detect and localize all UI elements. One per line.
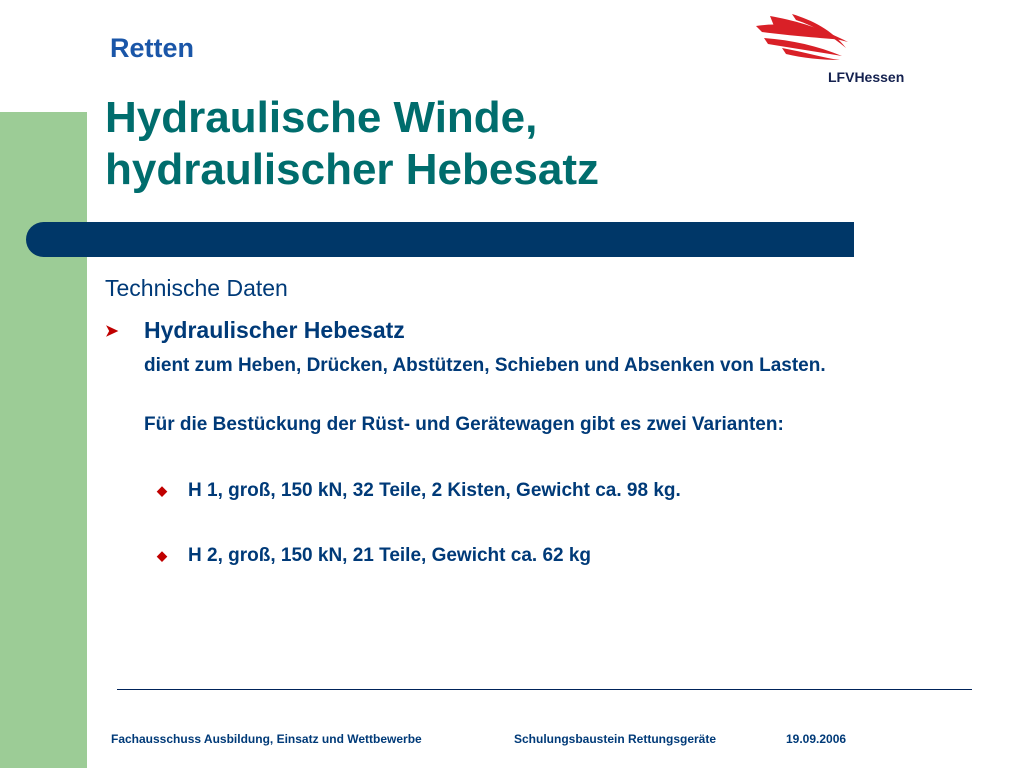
bullet-description: dient zum Heben, Drücken, Abstützen, Schieben und Absenken von Lasten. [144,355,826,376]
flame-logo-icon [752,12,922,72]
title-line-2: hydraulischer Hebesatz [105,145,599,194]
sub-bullet-text: H 1, groß, 150 kN, 32 Teile, 2 Kisten, Gewicht ca. 98 kg. [188,480,681,501]
side-bar-decoration [0,112,87,768]
title-line-1: Hydraulische Winde, [105,93,538,142]
title-underline-bar [26,222,854,257]
arrow-right-icon: ➤ [105,323,119,340]
diamond-icon: ◆ [157,483,167,498]
footer-module: Schulungsbaustein Rettungsgeräte [514,732,717,746]
diamond-icon: ◆ [157,548,167,563]
variants-intro: Für die Bestückung der Rüst- und Gerätewagen gibt es zwei Varianten: [144,414,784,435]
sub-bullet-text: H 2, groß, 150 kN, 21 Teile, Gewicht ca. 62 kg [188,545,592,566]
footer-divider [117,689,972,690]
logo-text: LFVHessen [828,69,905,85]
slide-title [105,92,599,196]
lfv-hessen-logo [752,12,922,92]
bullet-label: Hydraulischer Hebesatz [144,317,405,343]
footer-organization: Fachausschuss Ausbildung, Einsatz und Wettbewerbe [111,732,422,746]
section-label: Retten [110,33,195,63]
subheading: Technische Daten [105,275,288,301]
footer-date: 19.09.2006 [786,732,847,746]
